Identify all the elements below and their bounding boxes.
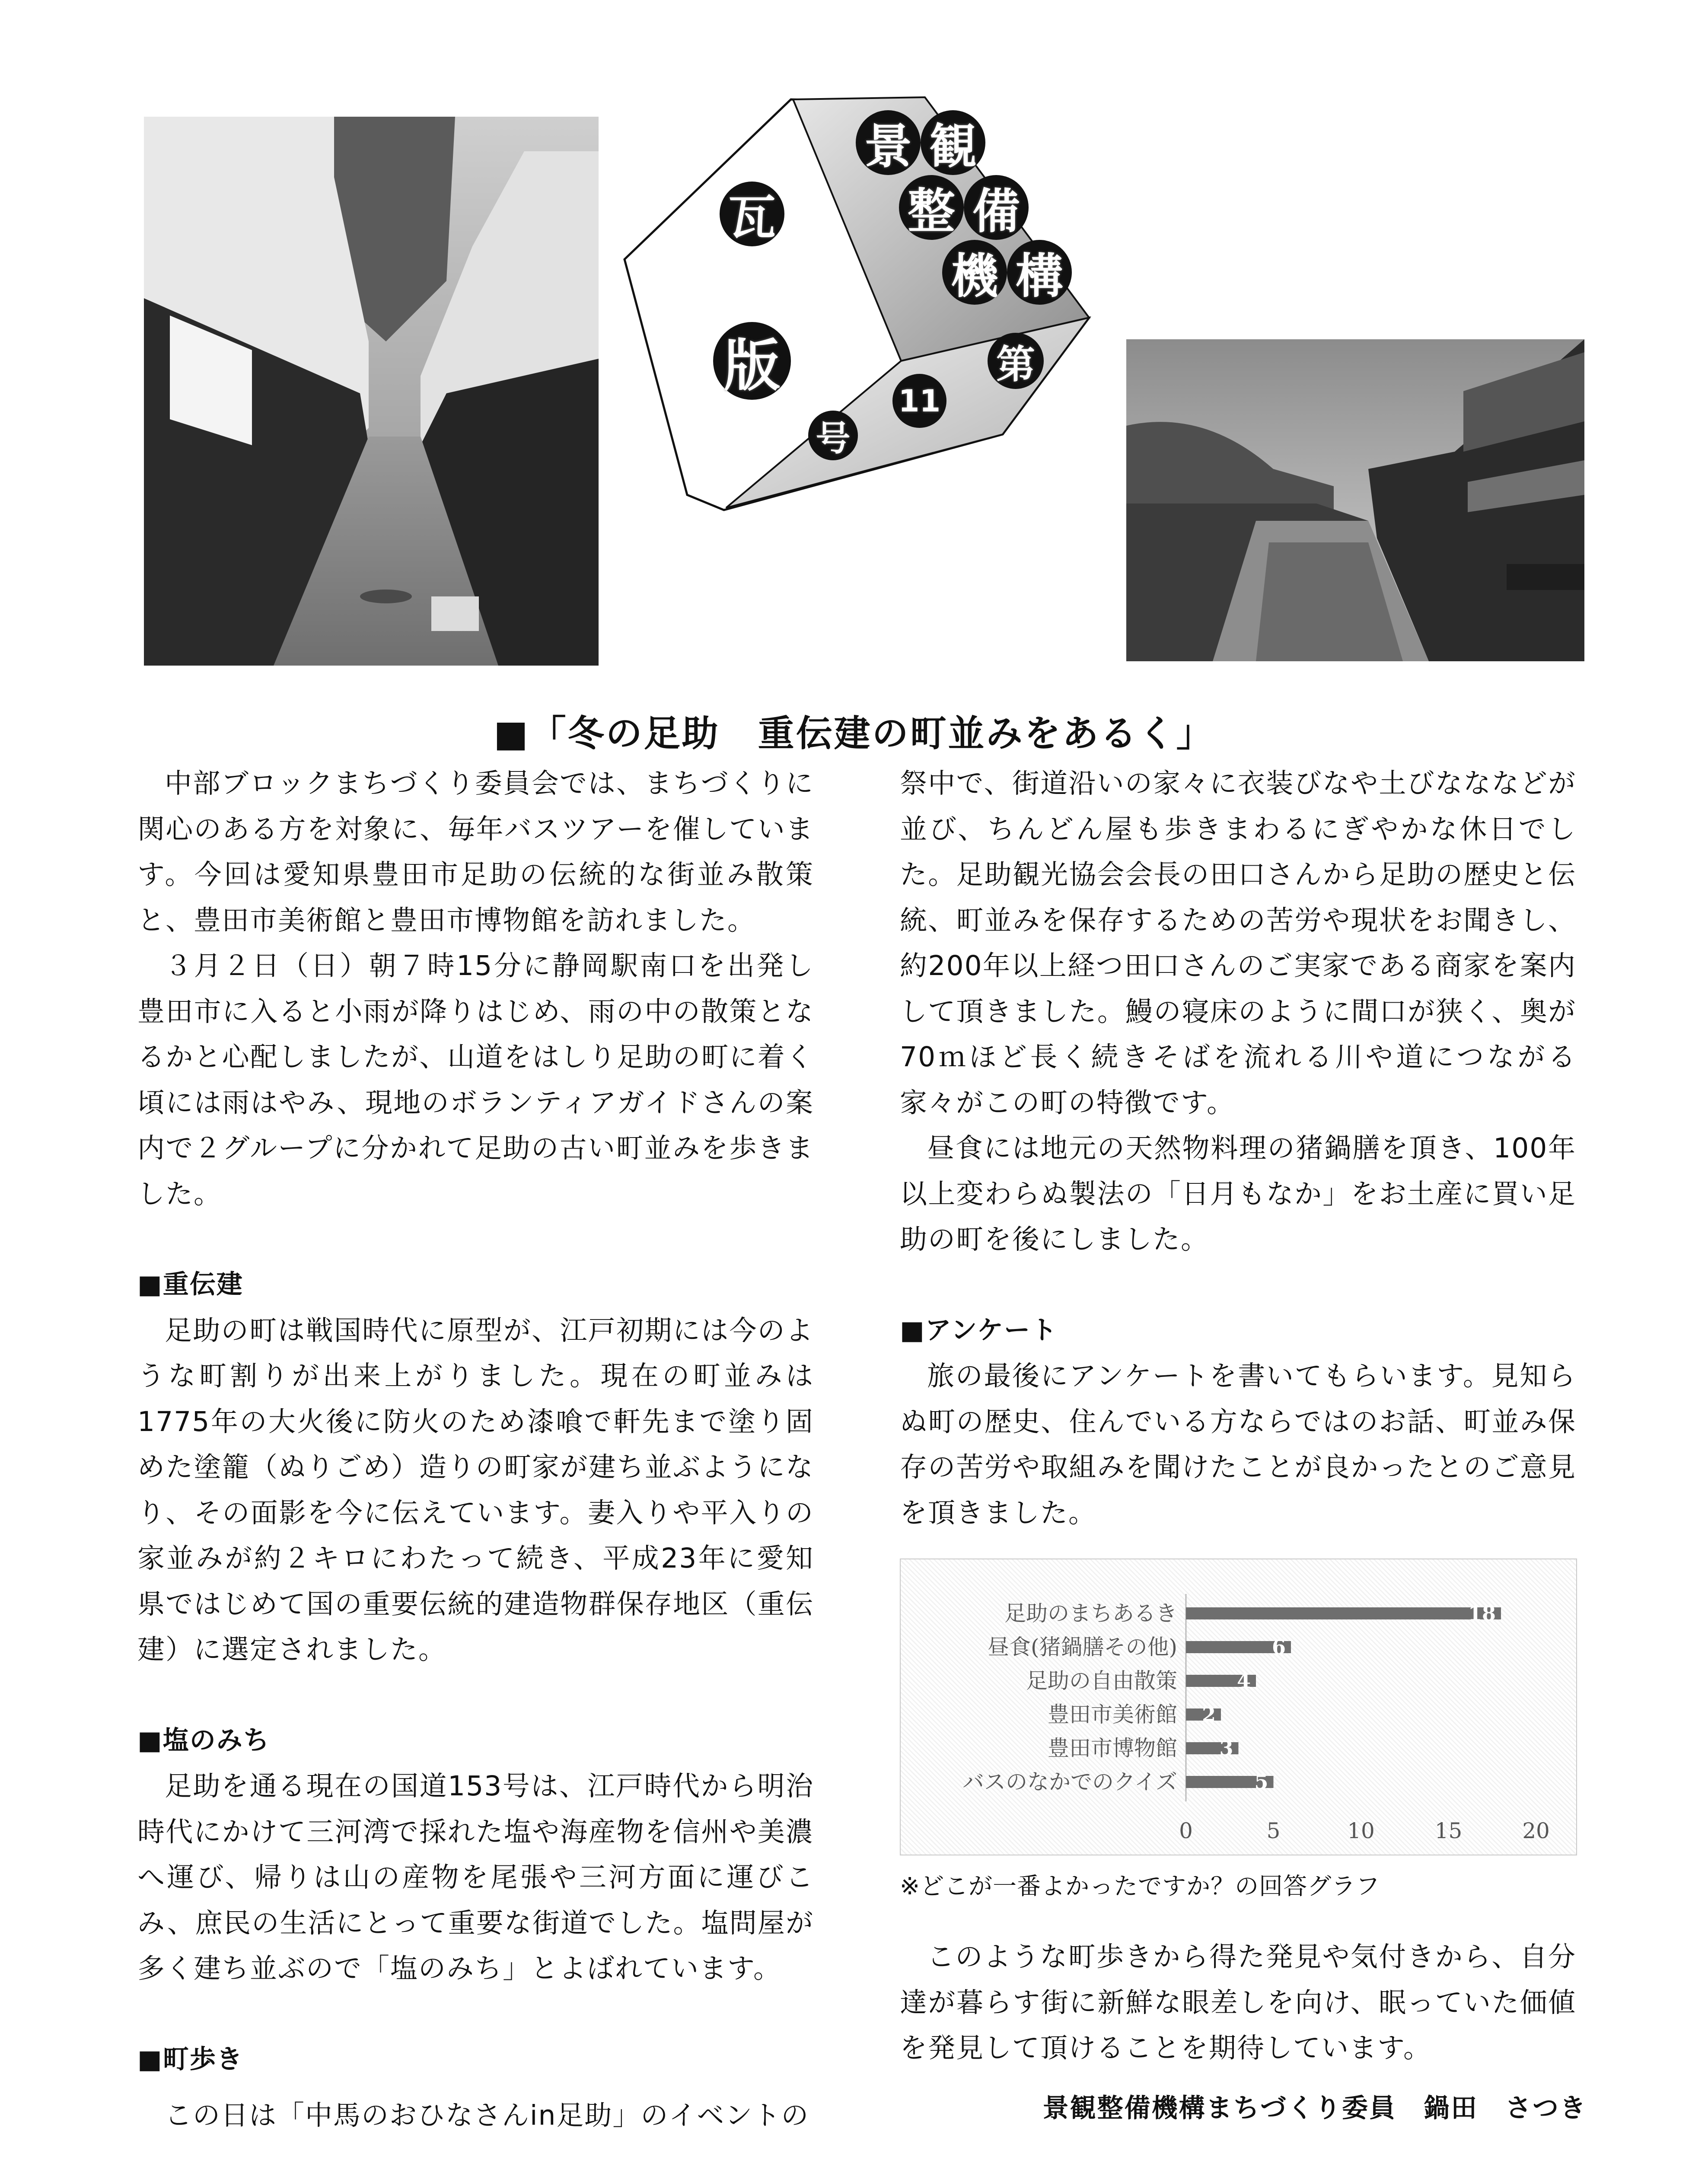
section-text-juudenken: 足助の町は戦国時代に原型が、江戸初期には今のような町割りが出来上がりました。現在の町並みは1775年の大火後に防火のため漆喰で軒先まで塗り固めた塗籠（ぬりごめ）造りの町家が建ち並ぶようになり、その面影を今に伝えています。妻入りや平入りの家並みが約２キロにわたって続き、平成23年に愛知県ではじめて国の重要伝統的建造物群保存地区（重伝建）に選定されました。 bbox=[137, 1314, 814, 1665]
departure-paragraph: ３月２日（日）朝７時15分に静岡駅南口を出発し豊田市に入ると小雨が降りはじめ、雨の中の散策となるかと心配しましたが、山道をはしり足助の町に着く頃には雨はやみ、現地のボランティアガイドさんの案内で２グループに分かれて足助の古い町並みを歩きました。 bbox=[137, 950, 814, 1210]
chart-category-label: 豊田市美術館 bbox=[1048, 1702, 1177, 1727]
section-text-machiaruki: 祭中で、街道沿いの家々に衣装びなや土びなななどが並び、ちんどん屋も歩きまわるにぎやかな休日でした。足助観光協会会長の田口さんから足助の歴史と伝統、町並みを保存するための苦労や現状をお聞きし、約200年以上経つ田口さんのご実家である商家を案内して頂きました。鰻の寝床のように間口が狭く、奥が70ｍほど長く続きそばを流れる川や道につながる家々がこの町の特徴です。 bbox=[900, 768, 1576, 1119]
chart-category-label: バスのなかでのクイズ bbox=[962, 1769, 1177, 1794]
logo-mark-ban: 版 bbox=[713, 322, 791, 400]
machiaruki-text-wrap bbox=[137, 2093, 814, 2139]
section-heading-machiaruki: ■町歩き bbox=[137, 2044, 243, 2075]
chart-data-label: 6 bbox=[1271, 1635, 1286, 1659]
section-heading-shio-no-michi: ■塩のみち bbox=[137, 1725, 270, 1756]
logo-mark-dai: 第 bbox=[988, 333, 1044, 389]
left-column bbox=[137, 761, 814, 2082]
chart-category-label: 豊田市博物館 bbox=[1048, 1736, 1177, 1761]
chart-category-label: 足助の自由散策 bbox=[1026, 1668, 1177, 1693]
section-text-shio-no-michi: 足助を通る現在の国道153号は、江戸時代から明治時代にかけて三河湾で採れた塩や海産物を信州や美濃へ運び、帰りは山の産物を尾張や三河方面に運びこみ、庶民の生活にとって重要な街道でした。塩問屋が多く建ち並ぶので「塩のみち」とよばれています。 bbox=[137, 1770, 814, 1984]
logo-mark-kei: 景 bbox=[856, 110, 921, 175]
chart-data-label: 4 bbox=[1236, 1669, 1251, 1692]
chart-caption: ※どこが一番よかったですか？の回答グラフ bbox=[900, 1872, 1380, 1900]
chart-bar bbox=[1186, 1607, 1501, 1619]
logo bbox=[622, 93, 1137, 521]
article-title: ■「冬の足助 重伝建の町並みをあるく」 bbox=[494, 712, 1214, 755]
chart-category-label: 昼食(猪鍋膳その他) bbox=[987, 1635, 1177, 1660]
logo-mark-ki: 機 bbox=[942, 240, 1007, 305]
lunch-paragraph: 昼食には地元の天然物料理の猪鍋膳を頂き、100年以上変わらぬ製法の「日月もなか」をお土産に買い足助の町を後にしました。 bbox=[900, 1132, 1576, 1255]
chart-tick-label: 20 bbox=[1522, 1818, 1550, 1843]
section-heading-juudenken: ■重伝建 bbox=[137, 1269, 243, 1300]
survey-chart bbox=[900, 1559, 1577, 1855]
logo-mark-kan: 観 bbox=[921, 110, 985, 175]
alley-photo bbox=[144, 117, 599, 666]
chart-category-label: 足助のまちあるき bbox=[1004, 1601, 1177, 1626]
chart-tick-label: 5 bbox=[1266, 1818, 1281, 1843]
chart-tick-label: 0 bbox=[1179, 1818, 1193, 1843]
survey-chart-svg bbox=[901, 1559, 1576, 1855]
section-text-survey: 旅の最後にアンケートを書いてもらいます。見知らぬ町の歴史、住んでいる方ならではのお話、町並み保存の苦労や取組みを聞けたことが良かったとのご意見を頂きました。 bbox=[900, 1360, 1576, 1529]
logo-mark-bi: 備 bbox=[964, 175, 1029, 240]
chart-data-label: 18 bbox=[1468, 1602, 1496, 1625]
section-heading-survey: ■アンケート bbox=[900, 1315, 1058, 1345]
chart-data-label: 3 bbox=[1219, 1737, 1233, 1760]
logo-mark-kou: 構 bbox=[1007, 240, 1072, 305]
closing-paragraph: このような町歩きから得た発見や気付きから、自分達が暮らす街に新鮮な眼差しを向け、眠っていた価値を発見して頂けることを期待しています。 bbox=[900, 1941, 1576, 2064]
logo-mark-gou: 号 bbox=[808, 411, 858, 460]
closing-block bbox=[900, 1934, 1576, 2071]
machiaruki-lead: この日は「中馬のおひなさんin足助」のイベントの bbox=[165, 2100, 809, 2131]
author-credit: 景観整備機構まちづくり委員 鍋田 さつき bbox=[1042, 2093, 1587, 2123]
river-photo bbox=[1126, 339, 1584, 661]
right-column bbox=[900, 761, 1576, 1536]
chart-data-label: 5 bbox=[1254, 1770, 1268, 1794]
logo-mark-11: 11 bbox=[892, 374, 946, 428]
logo-mark-sei: 整 bbox=[899, 175, 964, 240]
section-text-machiaruki-start bbox=[137, 2093, 814, 2139]
chart-tick-label: 15 bbox=[1434, 1818, 1463, 1843]
logo-mark-ka: 瓦 bbox=[720, 182, 784, 246]
chart-data-label: 2 bbox=[1201, 1703, 1216, 1726]
chart-tick-label: 10 bbox=[1347, 1818, 1375, 1843]
intro-paragraph: 中部ブロックまちづくり委員会では、まちづくりに関心のある方を対象に、毎年バスツアーを催しています。今回は愛知県豊田市足助の伝統的な街並み散策と、豊田市美術館と豊田市博物館を訪れました。 bbox=[137, 768, 814, 936]
